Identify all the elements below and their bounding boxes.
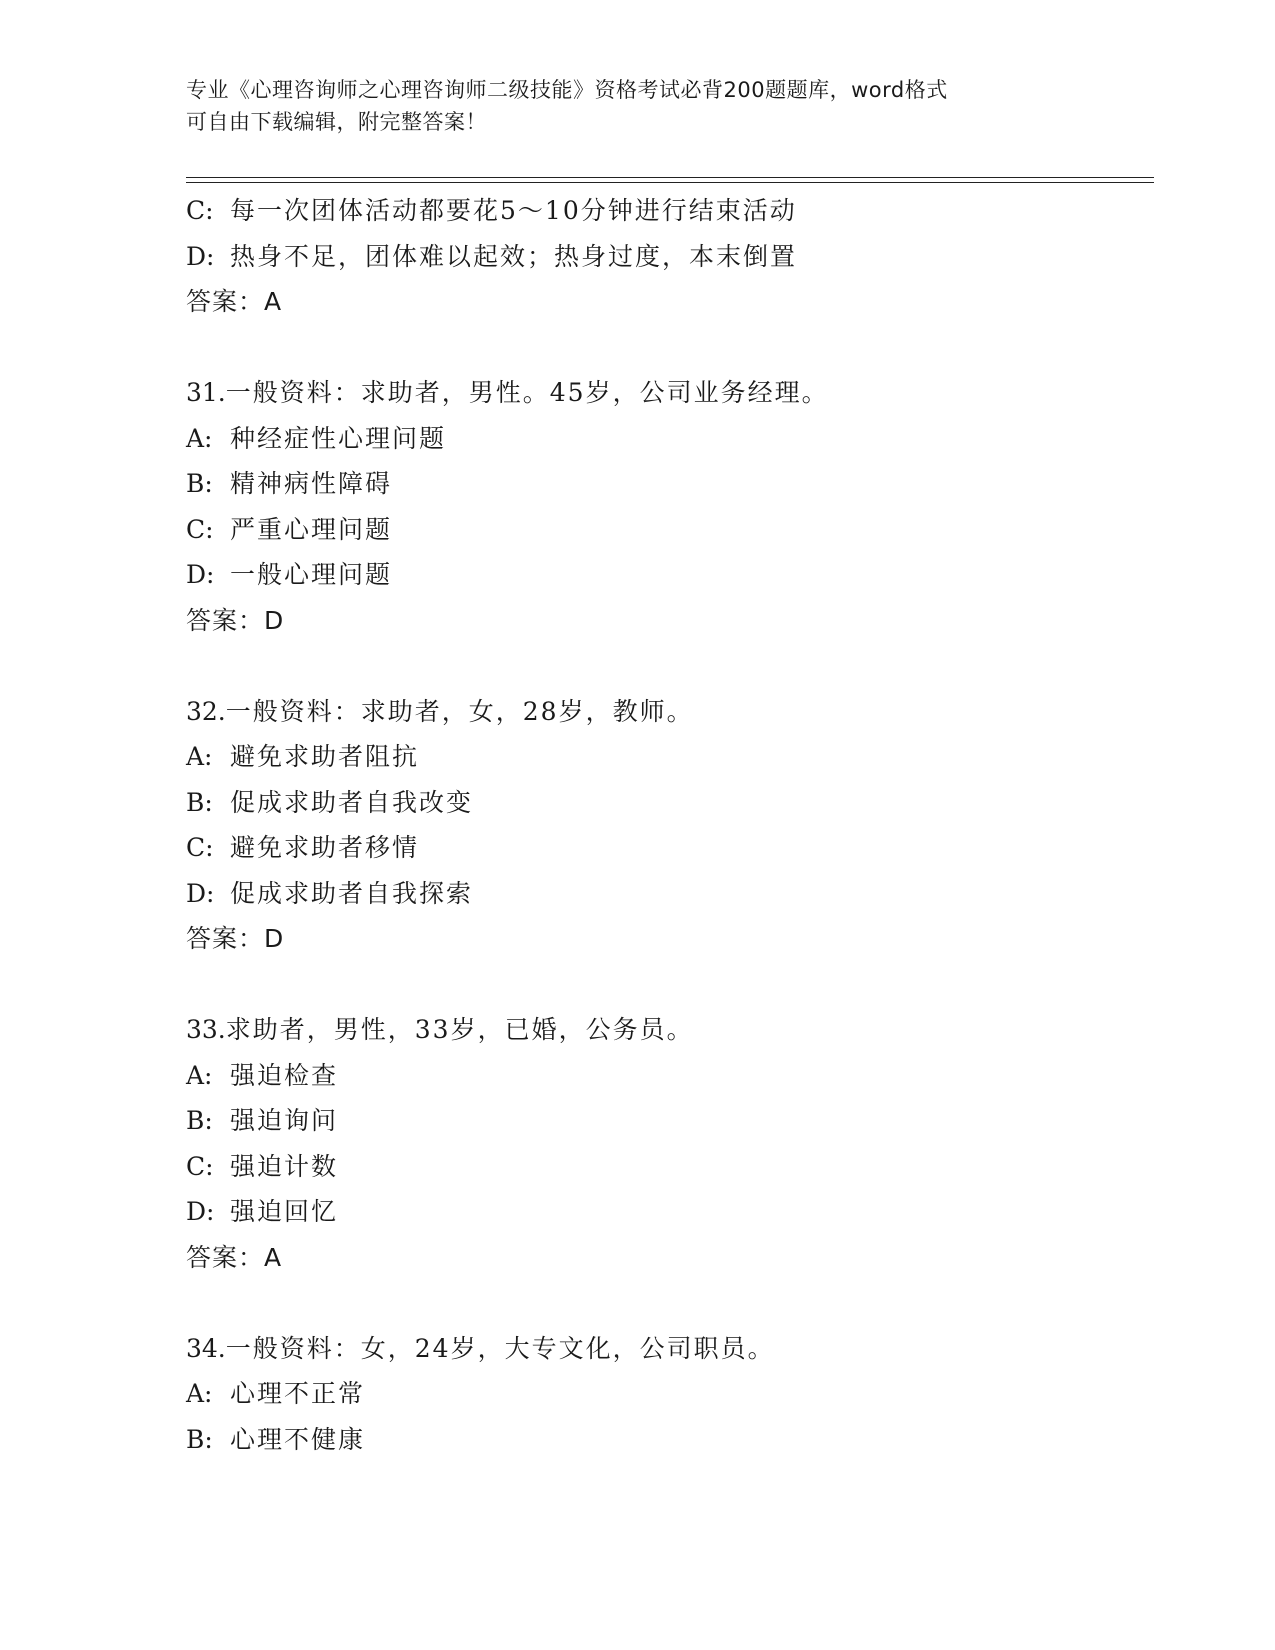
question-31-option-c: [186, 507, 1146, 553]
option-text: 避免求助者移情: [230, 833, 420, 862]
option-letter: C:: [186, 514, 214, 544]
carryover-answer: 答案：A: [186, 287, 283, 316]
question-stem: 一般资料：女，24岁，大专文化，公司职员。: [225, 1333, 775, 1363]
question-31-answer: 答案：D: [186, 605, 285, 635]
option-letter: D:: [186, 241, 215, 271]
option-letter: C:: [186, 1151, 214, 1181]
question-33-stem: [186, 1007, 1146, 1053]
question-32-stem: [186, 689, 1146, 735]
question-stem: 求助者，男性，33岁，已婚，公务员。: [225, 1015, 694, 1044]
option-letter: A:: [186, 1379, 213, 1408]
question-number: 34.: [186, 1333, 226, 1363]
question-34-option-b: [186, 1417, 1146, 1463]
carryover-option-c: [186, 188, 1146, 234]
header-divider-bottom: [186, 182, 1154, 183]
option-letter: C:: [186, 833, 214, 862]
option-letter: C:: [186, 196, 214, 225]
option-text: 强迫检查: [230, 1060, 339, 1090]
option-letter: D:: [186, 560, 215, 589]
question-31-option-d: [186, 552, 1146, 598]
option-letter: B:: [186, 469, 213, 498]
question-34-option-a: [186, 1371, 1146, 1417]
question-33-option-c: [186, 1144, 1146, 1190]
option-letter: B:: [186, 787, 213, 817]
question-31-option-b: [186, 461, 1146, 507]
question-stem: 一般资料：求助者，女，28岁，教师。: [225, 696, 694, 726]
spacer: [186, 325, 1146, 371]
option-letter: A:: [186, 1060, 213, 1090]
option-letter: B:: [186, 1106, 213, 1135]
option-text: 促成求助者自我探索: [230, 878, 474, 908]
question-31-stem: [186, 370, 1146, 416]
question-32-option-b: [186, 780, 1146, 826]
question-stem: 一般资料：求助者，男性。45岁，公司业务经理。: [225, 378, 829, 407]
option-letter: B:: [186, 1424, 213, 1454]
option-text: 避免求助者阻抗: [230, 742, 420, 771]
question-32-option-d: [186, 871, 1146, 917]
option-text: 一般心理问题: [230, 560, 393, 589]
question-33-option-d: [186, 1189, 1146, 1235]
question-number: 31.: [186, 378, 226, 407]
option-text: 强迫回忆: [230, 1197, 339, 1226]
question-list: [186, 188, 1146, 1462]
option-text: 严重心理问题: [230, 514, 393, 544]
option-text: 促成求助者自我改变: [230, 787, 474, 817]
question-number: 33.: [186, 1015, 226, 1044]
header-title-line-1: 专业《心理咨询师之心理咨询师二级技能》资格考试必背200题题库，word格式: [186, 78, 948, 102]
question-33-answer: 答案：A: [186, 1242, 283, 1272]
spacer: [186, 1280, 1146, 1326]
question-32-option-a: [186, 734, 1146, 780]
option-letter: A:: [186, 423, 213, 453]
option-letter: D:: [186, 1197, 215, 1226]
option-text: 每一次团体活动都要花5～10分钟进行结束活动: [230, 196, 797, 225]
header-divider-top: [186, 177, 1154, 178]
option-text: 强迫计数: [230, 1151, 339, 1181]
option-text: 热身不足，团体难以起效；热身过度，本末倒置: [230, 241, 798, 271]
option-text: 精神病性障碍: [230, 469, 393, 498]
question-32-option-c: [186, 825, 1146, 871]
header-title-line-2: 可自由下载编辑，附完整答案！: [186, 110, 487, 134]
question-33-option-a: [186, 1053, 1146, 1099]
carryover-option-d: [186, 234, 1146, 280]
question-33-option-b: [186, 1098, 1146, 1144]
question-32-answer: 答案：D: [186, 924, 285, 953]
spacer: [186, 962, 1146, 1008]
spacer: [186, 643, 1146, 689]
question-34-stem: [186, 1326, 1146, 1372]
question-31-option-a: [186, 416, 1146, 462]
option-text: 种经症性心理问题: [230, 423, 447, 453]
option-letter: A:: [186, 742, 213, 771]
option-letter: D:: [186, 878, 215, 908]
document-header: [186, 74, 1086, 138]
option-text: 心理不正常: [230, 1379, 366, 1408]
option-text: 强迫询问: [230, 1106, 339, 1135]
option-text: 心理不健康: [230, 1424, 366, 1454]
question-number: 32.: [186, 696, 226, 726]
